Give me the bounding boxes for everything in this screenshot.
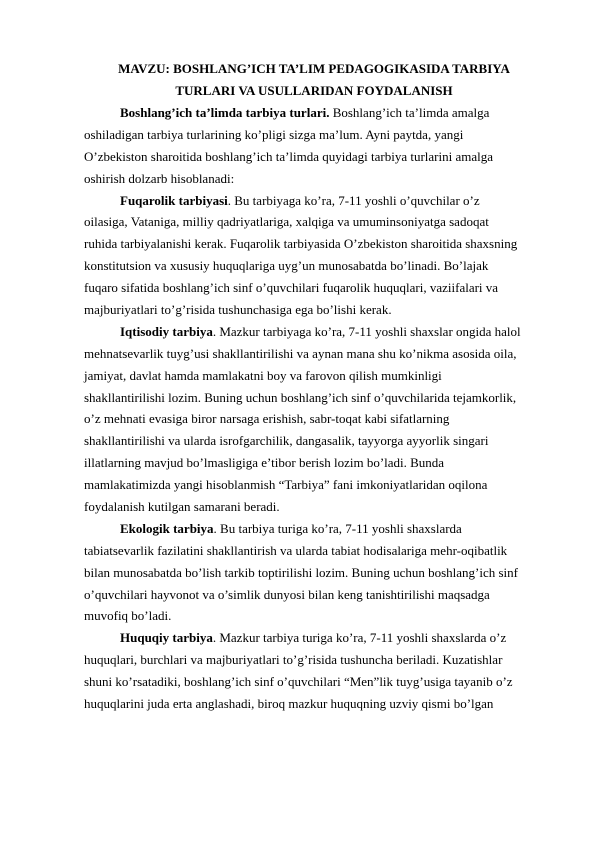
text-line bbox=[84, 190, 544, 212]
text-line: tabiatsevarlik fazilatini shakllantirish va ularda tabiat hodisalariga mehr-oqibatlik bbox=[84, 542, 508, 558]
paragraph-heading: Ekologik tarbiya bbox=[120, 520, 214, 536]
text-line: bilan munosabatda bo’lish tarkib toptirilishi lozim. Buning uchun boshlang’ich sinf bbox=[84, 564, 519, 580]
text-line: o’quvchilari hayvonot va o’simlik dunyosi bilan keng tanishtirilishi maqsadga bbox=[84, 586, 490, 602]
page-title bbox=[84, 58, 544, 102]
text-line: fuqaro sifatida boshlang’ich sinf o’quvchilari fuqarolik huquqlari, vaziifalari va bbox=[84, 280, 499, 296]
paragraph-ekologik-tarbiya bbox=[84, 518, 544, 627]
text-line bbox=[84, 518, 544, 540]
text-line: shakllantirilishi lozim. Buning uchun boshlang’ich sinf o’quvchilarida tejamkorlik, bbox=[84, 389, 517, 405]
text-line: muvofiq bo’ladi. bbox=[84, 608, 172, 624]
text-line: majburiyatlari to’g’risida tushunchasiga ega bo’lishi kerak. bbox=[84, 302, 392, 318]
text-line: oilasiga, Vataniga, milliy qadriyatlariga, xalqiga va umuminsoniyatga sadoqat bbox=[84, 214, 489, 230]
paragraph-heading: Boshlang’ich ta’limda tarbiya turlari. bbox=[120, 105, 330, 120]
document-body bbox=[84, 102, 544, 715]
text-line: illatlarning mavjud bo’lmasligiga e’tibor berish lozim bo’ladi. Bunda bbox=[84, 455, 445, 471]
text-line: o’z mehnati evasiga biror narsaga erishish, sabr-toqat kabi sifatlarning bbox=[84, 411, 450, 427]
text-line: mehnatsevarlik tuyg’usi shakllantirilishi va aynan mana shu ko’nikma asosida oila, bbox=[84, 345, 517, 361]
title-line-2: TURLARI VA USULLARIDAN FOYDALANISH bbox=[175, 83, 453, 98]
text-span: . Bu tarbiya turiga ko’ra, 7-11 yoshli shaxslarda bbox=[213, 520, 462, 536]
paragraph-huquqiy-tarbiya bbox=[84, 627, 544, 715]
text-line: shakllantirilishi va ularda isrofgarchilik, dangasalik, tayyorga ayyorlik singari bbox=[84, 433, 489, 449]
text-line: shuni ko’rsatadiki, boshlang’ich sinf o’quvchilari “Men”lik tuyg’usiga tayanib o’z bbox=[84, 674, 513, 690]
text-span: . Mazkur tarbiyaga ko’ra, 7-11 yoshli shaxslar ongida halol bbox=[212, 323, 521, 339]
text-line bbox=[84, 627, 544, 649]
text-line: ruhida tarbiyalanishi kerak. Fuqarolik tarbiyasida O’zbekiston sharoitida shaxsning bbox=[84, 236, 518, 252]
text-line: jamiyat, davlat hamda mamlakatni boy va farovon qilish mumkinligi bbox=[84, 367, 442, 383]
text-line: O’zbekiston sharoitida boshlang’ich ta’limda quyidagi tarbiya turlarini amalga bbox=[84, 148, 494, 164]
title-line-1: MAVZU: BOSHLANG’ICH TA’LIM PEDAGOGIKASIDA TARBIYA bbox=[118, 61, 510, 76]
text-line bbox=[84, 102, 544, 124]
paragraph-heading: Iqtisodiy tarbiya bbox=[120, 323, 213, 339]
paragraph-heading: Fuqarolik tarbiyasi bbox=[120, 192, 228, 208]
text-line: konstitutsion va xususiy huquqlariga uyg’un munosabatda bo’linadi. Bo’lajak bbox=[84, 258, 489, 274]
paragraph-fuqarolik-tarbiyasi bbox=[84, 190, 544, 321]
text-line: huquqlarini juda erta anglashadi, biroq mazkur huquqning uzviy qismi bo’lgan bbox=[84, 696, 494, 712]
text-line: mamlakatimizda yangi hisoblanmish “Tarbiya” fani imkoniyatlaridan oqilona bbox=[84, 477, 488, 493]
paragraph-iqtisodiy-tarbiya bbox=[84, 321, 544, 518]
text-line: foydalanish kutilgan samarani beradi. bbox=[84, 499, 280, 515]
text-span: . Bu tarbiyaga ko’ra, 7-11 yoshli o’quvchilar o’z bbox=[227, 192, 480, 208]
text-line bbox=[84, 321, 544, 343]
text-span: Boshlang’ich ta’limda amalga bbox=[329, 105, 490, 120]
paragraph-tarbiya-turlari bbox=[84, 102, 544, 190]
paragraph-heading: Huquqiy tarbiya bbox=[120, 630, 213, 646]
text-span: . Mazkur tarbiya turiga ko’ra, 7-11 yoshli shaxslarda o’z bbox=[212, 630, 507, 646]
text-line: huquqlari, burchlari va majburiyatlari to’g’risida tushuncha beriladi. Kuzatishlar bbox=[84, 652, 503, 668]
text-line: oshirish dolzarb hisoblanadi: bbox=[84, 170, 235, 186]
text-line: oshiladigan tarbiya turlarining ko’pligi sizga ma’lum. Ayni paytda, yangi bbox=[84, 126, 464, 142]
